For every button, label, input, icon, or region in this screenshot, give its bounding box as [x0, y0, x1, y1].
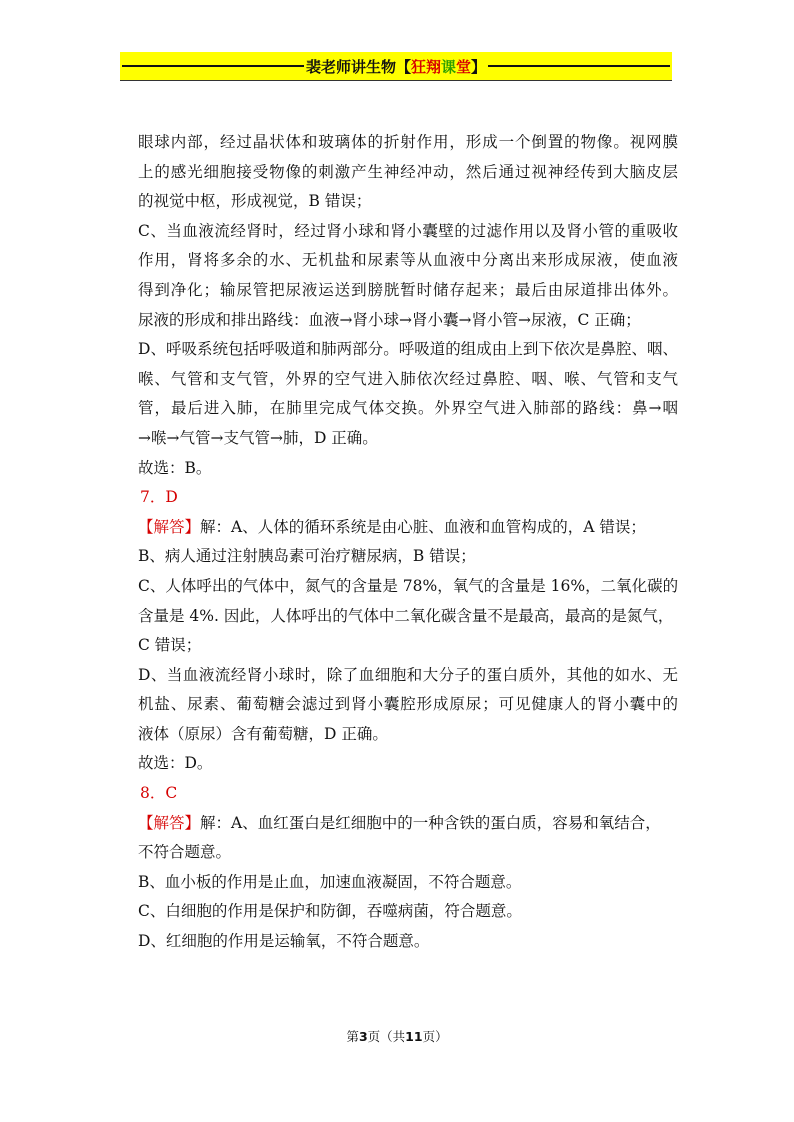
- text-line: 故选：D。: [138, 754, 213, 773]
- answer-tag: 【解答】: [138, 517, 201, 536]
- header-dash-right: [488, 65, 670, 67]
- text-line: B、血小板的作用是止血，加速血液凝固，不符合题意。: [138, 872, 522, 891]
- document-body: [138, 128, 678, 957]
- text-line: C、当血液流经肾时，经过肾小球和肾小囊壁的过滤作用以及肾小管的重吸收: [138, 221, 678, 240]
- question-7-number: 7．D: [140, 488, 178, 507]
- text-line: 喉、气管和支气管，外界的空气进入肺依次经过鼻腔、咽、喉、气管和支气: [138, 369, 678, 388]
- page-total: 11: [405, 1029, 423, 1044]
- text-line: D、当血液流经肾小球时，除了血细胞和大分子的蛋白质外，其他的如水、无: [138, 665, 678, 684]
- text-line: C、人体呼出的气体中，氮气的含量是 78%，氧气的含量是 16%，二氧化碳的: [138, 576, 679, 595]
- page-footer: 第3页（共11页）: [346, 1029, 448, 1044]
- text-line: 眼球内部，经过晶状体和玻璃体的折射作用，形成一个倒置的物像。视网膜: [138, 133, 678, 151]
- text-line: 机盐、尿素、葡萄糖会滤过到肾小囊腔形成原尿；可见健康人的肾小囊中的: [138, 695, 678, 714]
- header-banner: [120, 52, 672, 80]
- text-line: 得到净化；输尿管把尿液运送到膀胱暂时储存起来；最后由尿道排出体外。: [138, 280, 678, 299]
- header-dash-left: [122, 65, 304, 67]
- text-line: 含量是 4%. 因此，人体呼出的气体中二氧化碳含量不是最高，最高的是氮气，: [138, 606, 674, 625]
- text-line: 的视觉中枢，形成视觉，B 错误；: [138, 192, 372, 211]
- question-8-number: 8．C: [140, 784, 178, 803]
- question-7-answer-first-line: 【解答】解：A、人体的循环系统是由心脏、血液和血管构成的，A 错误；: [138, 517, 646, 536]
- text-line: B、病人通过注射胰岛素可治疗糖尿病，B 错误；: [138, 547, 476, 566]
- text-line: 作用，肾将多余的水、无机盐和尿素等从血液中分离出来形成尿液，使血液: [138, 251, 678, 270]
- page-number: 3: [358, 1029, 368, 1044]
- text-line: 故选：B。: [138, 458, 212, 477]
- text-line: 管，最后进入肺，在肺里完成气体交换。外界空气进入肺部的路线：鼻→咽: [138, 399, 678, 418]
- text-line: 上的感光细胞接受物像的刺激产生神经冲动，然后通过视神经传到大脑皮层: [138, 162, 678, 181]
- text-line: →喉→气管→支气管→肺，D 正确。: [138, 428, 378, 447]
- text-line: D、呼吸系统包括呼吸道和肺两部分。呼吸道的组成由上到下依次是鼻腔、咽、: [138, 340, 678, 359]
- text-line: 液体（原尿）含有葡萄糖，D 正确。: [138, 724, 388, 743]
- text-line: D、红细胞的作用是运输氧，不符合题意。: [138, 932, 430, 951]
- header-title: 裴老师讲生物【狂翔课堂】: [305, 57, 487, 76]
- question-8-answer-first-line: 【解答】解：A、血红蛋白是红细胞中的一种含铁的蛋白质，容易和氧结合，: [138, 813, 661, 832]
- text-line: C 错误；: [138, 636, 202, 655]
- text-line: 不符合题意。: [138, 843, 232, 862]
- header-rule: [120, 80, 672, 81]
- text-line: C、白细胞的作用是保护和防御，吞噬病菌，符合题意。: [138, 902, 522, 921]
- answer-tag: 【解答】: [138, 813, 201, 832]
- text-line: 尿液的形成和排出路线：血液→肾小球→肾小囊→肾小管→尿液，C 正确；: [138, 310, 641, 329]
